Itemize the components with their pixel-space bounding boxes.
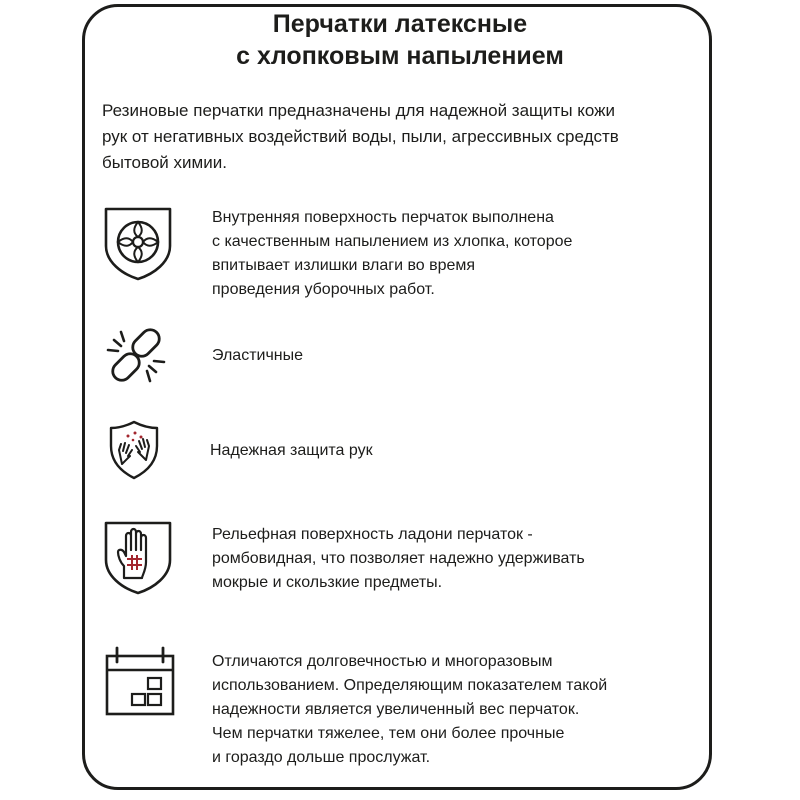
feature-text bbox=[212, 523, 585, 595]
feature-line: проведения уборочных работ. bbox=[212, 281, 435, 298]
page-title bbox=[82, 8, 718, 72]
hands-shield-icon bbox=[108, 420, 160, 480]
feature-line: надежности является увеличенный вес перчаток. bbox=[212, 701, 580, 718]
feature-line: Эластичные bbox=[212, 347, 304, 364]
feature-line: Отличаются долговечностью и многоразовым bbox=[212, 653, 553, 670]
feature-line: Надежная защита рук bbox=[210, 442, 373, 459]
feature-line: с качественным напылением из хлопка, которое bbox=[212, 233, 573, 250]
intro-paragraph bbox=[102, 98, 702, 176]
feature-line: использованием. Определяющим показателем такой bbox=[212, 677, 608, 694]
feature-text bbox=[210, 439, 373, 463]
title-line-2: с хлопковым напылением bbox=[236, 42, 564, 70]
feature-line: ромбовидная, что позволяет надежно удерживать bbox=[212, 550, 585, 567]
feature-line: Внутренняя поверхность перчаток выполнена bbox=[212, 209, 554, 226]
feature-text bbox=[212, 206, 572, 302]
broken-chain-icon bbox=[104, 326, 170, 386]
feature-line: Чем перчатки тяжелее, тем они более прочные bbox=[212, 725, 565, 742]
intro-line-3: бытовой химии. bbox=[102, 153, 227, 172]
feature-line: и гораздо дольше прослужат. bbox=[212, 749, 431, 766]
feature-line: впитывает излишки влаги во время bbox=[212, 257, 476, 274]
calendar-icon bbox=[104, 646, 176, 718]
intro-line-1: Резиновые перчатки предназначены для надежной защиты кожи bbox=[102, 101, 616, 120]
glove-grip-shield-icon bbox=[102, 520, 174, 596]
feature-text bbox=[212, 344, 303, 368]
feature-line: Рельефная поверхность ладони перчаток - bbox=[212, 526, 533, 543]
feature-text bbox=[212, 650, 607, 770]
feature-line: мокрые и скользкие предметы. bbox=[212, 574, 443, 591]
title-line-1: Перчатки латексные bbox=[272, 10, 528, 38]
cotton-shield-icon bbox=[100, 206, 176, 282]
intro-line-2: рук от негативных воздействий воды, пыли, агрессивных средств bbox=[102, 127, 619, 146]
